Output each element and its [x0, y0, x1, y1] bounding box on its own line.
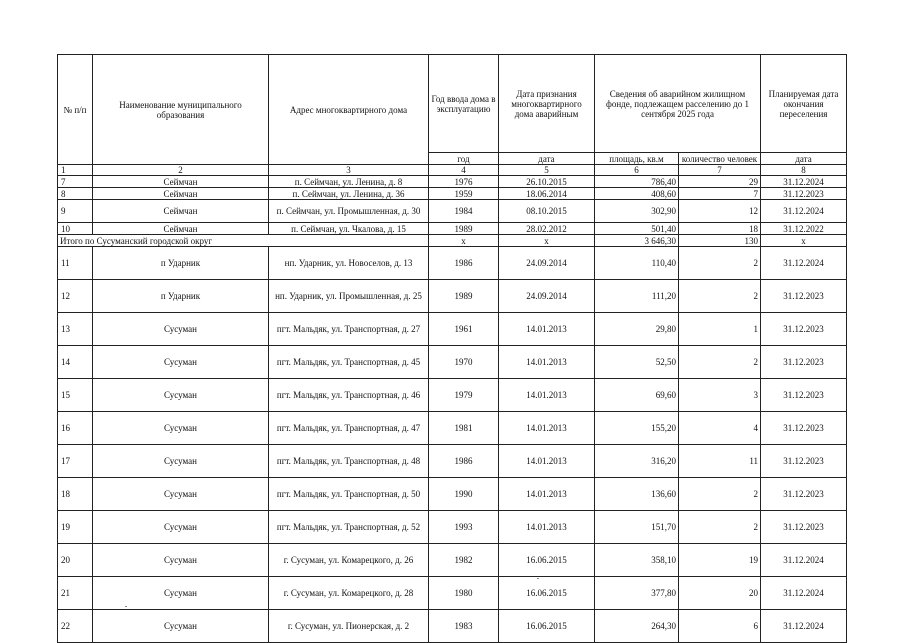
table-row: [58, 577, 847, 610]
row-address: г. Сусуман, ул. Пионерская, д. 2: [269, 610, 429, 643]
row-year-built: 1982: [429, 544, 499, 577]
col-number-5: 5: [499, 165, 595, 176]
row-area: 111,20: [595, 280, 679, 313]
row-year-built: 1986: [429, 445, 499, 478]
row-municipality: Сеймчан: [93, 188, 269, 200]
row-planned-date: 31.12.2024: [761, 577, 847, 610]
row-address: п. Сеймчан, ул. Ленина, д. 8: [269, 176, 429, 188]
row-emergency-date: 14.01.2013: [499, 445, 595, 478]
row-people: 29: [679, 176, 761, 188]
row-year-built: 1970: [429, 346, 499, 379]
row-number: 16: [58, 412, 93, 445]
row-address: пгт. Мальдяк, ул. Транспортная, д. 46: [269, 379, 429, 412]
row-municipality: п Ударник: [93, 247, 269, 280]
header-planned-date: Планируемая дата окончания переселения: [761, 55, 847, 153]
row-address: пгт. Мальдяк, ул. Транспортная, д. 27: [269, 313, 429, 346]
table-row: [58, 176, 847, 188]
header-municipality: Наименование муниципального образования: [93, 55, 269, 165]
table-row: [58, 200, 847, 223]
row-municipality: Сеймчан: [93, 223, 269, 235]
row-emergency-date: 08.10.2015: [499, 200, 595, 223]
row-emergency-date: 28.02.2012: [499, 223, 595, 235]
table-row: [58, 379, 847, 412]
total-row: [58, 235, 847, 247]
row-emergency-date: 14.01.2013: [499, 313, 595, 346]
row-number: 15: [58, 379, 93, 412]
row-people: 12: [679, 200, 761, 223]
row-municipality: п Ударник: [93, 280, 269, 313]
row-area: 151,70: [595, 511, 679, 544]
row-area: 155,20: [595, 412, 679, 445]
row-number: 8: [58, 188, 93, 200]
row-year-built: 1980: [429, 577, 499, 610]
total-area: 3 646,30: [595, 235, 679, 247]
row-number: 11: [58, 247, 93, 280]
row-year-built: 1989: [429, 280, 499, 313]
row-people: 2: [679, 478, 761, 511]
unit-date: дата: [499, 153, 595, 165]
row-municipality: Сусуман: [93, 544, 269, 577]
header-number: № п/п: [58, 55, 93, 165]
total-people: 130: [679, 235, 761, 247]
row-address: пгт. Мальдяк, ул. Транспортная, д. 52: [269, 511, 429, 544]
scan-speck: [537, 578, 539, 579]
col-number-3: 3: [269, 165, 429, 176]
row-area: 316,20: [595, 445, 679, 478]
row-area: 52,50: [595, 346, 679, 379]
row-planned-date: 31.12.2024: [761, 544, 847, 577]
total-plan: х: [761, 235, 847, 247]
row-planned-date: 31.12.2024: [761, 247, 847, 280]
unit-year: год: [429, 153, 499, 165]
row-area: 69,60: [595, 379, 679, 412]
row-people: 11: [679, 445, 761, 478]
row-area: 358,10: [595, 544, 679, 577]
row-year-built: 1993: [429, 511, 499, 544]
row-number: 10: [58, 223, 93, 235]
row-number: 19: [58, 511, 93, 544]
row-address: п. Сеймчан, ул. Ленина, д. 36: [269, 188, 429, 200]
table-header-row: [58, 55, 847, 153]
row-number: 13: [58, 313, 93, 346]
row-municipality: Сусуман: [93, 445, 269, 478]
row-emergency-date: 26.10.2015: [499, 176, 595, 188]
row-emergency-date: 16.06.2015: [499, 610, 595, 643]
row-people: 2: [679, 247, 761, 280]
row-municipality: Сусуман: [93, 610, 269, 643]
row-number: 9: [58, 200, 93, 223]
row-number: 21: [58, 577, 93, 610]
total-label: Итого по Сусуманский городской округ: [58, 235, 429, 247]
column-numbers-row: [58, 165, 847, 176]
row-year-built: 1959: [429, 188, 499, 200]
row-planned-date: 31.12.2023: [761, 379, 847, 412]
row-municipality: Сусуман: [93, 313, 269, 346]
row-area: 110,40: [595, 247, 679, 280]
row-number: 7: [58, 176, 93, 188]
row-emergency-date: 14.01.2013: [499, 412, 595, 445]
row-address: нп. Ударник, ул. Новоселов, д. 13: [269, 247, 429, 280]
row-people: 7: [679, 188, 761, 200]
row-year-built: 1984: [429, 200, 499, 223]
row-people: 3: [679, 379, 761, 412]
scan-speck: [125, 606, 127, 607]
row-emergency-date: 14.01.2013: [499, 511, 595, 544]
row-emergency-date: 14.01.2013: [499, 346, 595, 379]
row-year-built: 1986: [429, 247, 499, 280]
row-municipality: Сусуман: [93, 379, 269, 412]
row-area: 29,80: [595, 313, 679, 346]
table-row: [58, 223, 847, 235]
header-emergency-date: Дата признания многоквартирного дома аварийным: [499, 55, 595, 153]
row-planned-date: 31.12.2024: [761, 610, 847, 643]
row-planned-date: 31.12.2023: [761, 188, 847, 200]
row-municipality: Сусуман: [93, 577, 269, 610]
row-number: 20: [58, 544, 93, 577]
table-row: [58, 610, 847, 643]
row-planned-date: 31.12.2024: [761, 200, 847, 223]
row-planned-date: 31.12.2023: [761, 511, 847, 544]
row-address: пгт. Мальдяк, ул. Транспортная, д. 50: [269, 478, 429, 511]
col-number-1: 1: [58, 165, 93, 176]
unit-plan-date: дата: [761, 153, 847, 165]
row-emergency-date: 14.01.2013: [499, 379, 595, 412]
row-year-built: 1989: [429, 223, 499, 235]
row-planned-date: 31.12.2023: [761, 280, 847, 313]
row-planned-date: 31.12.2023: [761, 445, 847, 478]
row-planned-date: 31.12.2023: [761, 412, 847, 445]
row-emergency-date: 24.09.2014: [499, 247, 595, 280]
table-row: [58, 346, 847, 379]
row-address: нп. Ударник, ул. Промышленная, д. 25: [269, 280, 429, 313]
table-row: [58, 188, 847, 200]
table-row: [58, 478, 847, 511]
unit-people: количество человек: [679, 153, 761, 165]
row-planned-date: 31.12.2023: [761, 313, 847, 346]
row-people: 18: [679, 223, 761, 235]
row-emergency-date: 14.01.2013: [499, 478, 595, 511]
row-people: 19: [679, 544, 761, 577]
row-year-built: 1976: [429, 176, 499, 188]
row-address: пгт. Мальдяк, ул. Транспортная, д. 47: [269, 412, 429, 445]
table-row: [58, 280, 847, 313]
row-address: п. Сеймчан, ул. Чкалова, д. 15: [269, 223, 429, 235]
row-planned-date: 31.12.2023: [761, 346, 847, 379]
row-emergency-date: 16.06.2015: [499, 577, 595, 610]
row-people: 2: [679, 346, 761, 379]
row-number: 17: [58, 445, 93, 478]
row-address: пгт. Мальдяк, ул. Транспортная, д. 48: [269, 445, 429, 478]
row-number: 14: [58, 346, 93, 379]
row-year-built: 1981: [429, 412, 499, 445]
row-municipality: Сеймчан: [93, 200, 269, 223]
row-number: 18: [58, 478, 93, 511]
row-area: 408,60: [595, 188, 679, 200]
row-planned-date: 31.12.2023: [761, 478, 847, 511]
col-number-4: 4: [429, 165, 499, 176]
row-people: 6: [679, 610, 761, 643]
col-number-7: 7: [679, 165, 761, 176]
header-address: Адрес многоквартирного дома: [269, 55, 429, 165]
row-people: 20: [679, 577, 761, 610]
row-number: 12: [58, 280, 93, 313]
row-year-built: 1979: [429, 379, 499, 412]
row-year-built: 1961: [429, 313, 499, 346]
total-year: х: [429, 235, 499, 247]
table-row: [58, 313, 847, 346]
row-area: 264,30: [595, 610, 679, 643]
row-municipality: Сусуман: [93, 346, 269, 379]
row-emergency-date: 18.06.2014: [499, 188, 595, 200]
row-area: 302,90: [595, 200, 679, 223]
row-area: 501,40: [595, 223, 679, 235]
row-area: 136,60: [595, 478, 679, 511]
row-year-built: 1983: [429, 610, 499, 643]
row-municipality: Сусуман: [93, 511, 269, 544]
row-municipality: Сусуман: [93, 412, 269, 445]
row-people: 1: [679, 313, 761, 346]
col-number-8: 8: [761, 165, 847, 176]
row-municipality: Сусуман: [93, 478, 269, 511]
row-area: 377,80: [595, 577, 679, 610]
row-people: 4: [679, 412, 761, 445]
row-area: 786,40: [595, 176, 679, 188]
unit-area: площадь, кв.м: [595, 153, 679, 165]
row-municipality: Сеймчан: [93, 176, 269, 188]
emergency-housing-table: [57, 54, 847, 643]
header-emergency-fund: Сведения об аварийном жилищном фонде, подлежащем расселению до 1 сентября 2025 года: [595, 55, 761, 153]
row-address: п. Сеймчан, ул. Промышленная, д. 30: [269, 200, 429, 223]
row-year-built: 1990: [429, 478, 499, 511]
row-planned-date: 31.12.2024: [761, 176, 847, 188]
table-row: [58, 445, 847, 478]
row-address: пгт. Мальдяк, ул. Транспортная, д. 45: [269, 346, 429, 379]
row-people: 2: [679, 280, 761, 313]
row-address: г. Сусуман, ул. Комарецкого, д. 26: [269, 544, 429, 577]
row-emergency-date: 16.06.2015: [499, 544, 595, 577]
row-people: 2: [679, 511, 761, 544]
table-row: [58, 511, 847, 544]
total-date: х: [499, 235, 595, 247]
table-row: [58, 247, 847, 280]
row-planned-date: 31.12.2022: [761, 223, 847, 235]
row-number: 22: [58, 610, 93, 643]
row-address: г. Сусуман, ул. Комарецкого, д. 28: [269, 577, 429, 610]
col-number-2: 2: [93, 165, 269, 176]
col-number-6: 6: [595, 165, 679, 176]
row-emergency-date: 24.09.2014: [499, 280, 595, 313]
relocation-table-page: [57, 54, 846, 643]
header-year-built: Год ввода дома в эксплуатацию: [429, 55, 499, 153]
table-row: [58, 544, 847, 577]
table-row: [58, 412, 847, 445]
